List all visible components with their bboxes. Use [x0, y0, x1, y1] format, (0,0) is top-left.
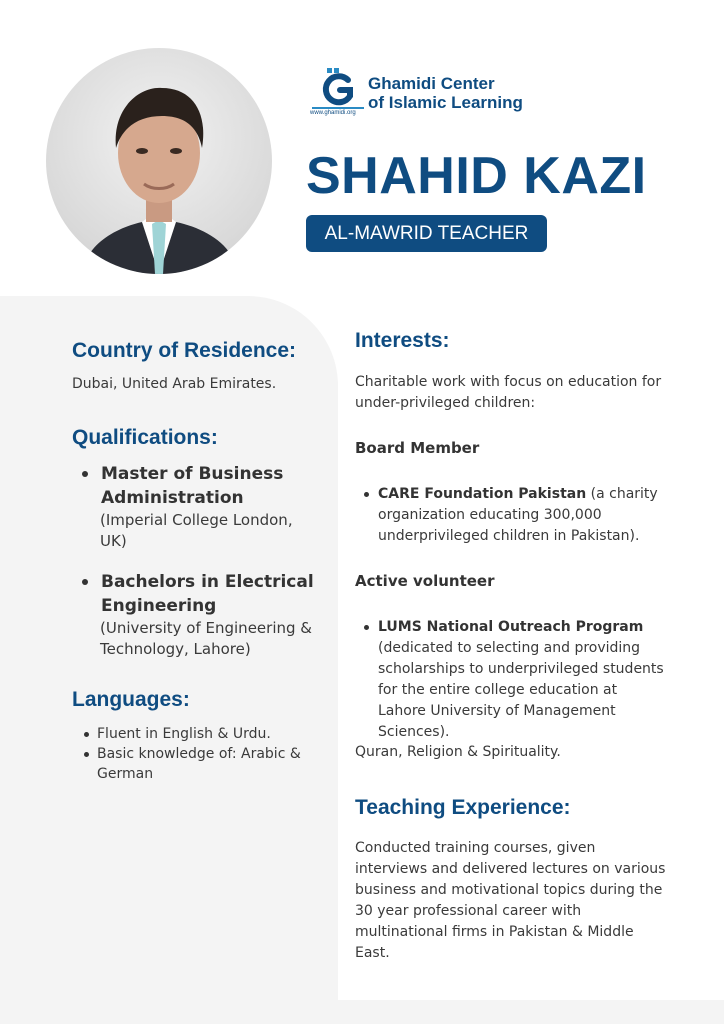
qualification-item	[82, 570, 322, 660]
org-name-line1: Ghamidi Center	[368, 74, 495, 93]
person-name: SHAHID KAZI	[306, 147, 647, 205]
residence-heading: Country of Residence:	[72, 339, 297, 362]
interests-intro: Charitable work with focus on education for under-privileged children:	[355, 374, 662, 411]
qualification-title: Bachelors in Electrical Engineering	[101, 572, 314, 616]
board-member-heading: Board Member	[355, 439, 480, 457]
bullet-icon	[82, 471, 88, 477]
board-org-desc: (a charity organization educating 300,000 underprivileged children in Pakistan).	[378, 486, 658, 544]
other-interests: Quran, Religion & Spirituality.	[355, 744, 561, 760]
volunteer-org-desc: (dedicated to selecting and providing scholarships to underprivileged students for the entire college education at Lahore University of Management Sciences).	[378, 640, 664, 740]
volunteer-item	[364, 617, 664, 743]
language-item: Fluent in English & Urdu.	[82, 724, 312, 744]
board-member-item	[364, 484, 664, 547]
qualification-detail: (Imperial College London, UK)	[100, 511, 293, 550]
qualification-detail: (University of Engineering & Technology, Lahore)	[100, 619, 312, 658]
profile-photo	[46, 48, 272, 274]
language-item: Basic knowledge of: Arabic & German	[82, 744, 312, 784]
residence-value: Dubai, United Arab Emirates.	[72, 376, 277, 392]
bullet-icon	[364, 492, 369, 497]
volunteer-org-name: LUMS National Outreach Program	[378, 619, 644, 635]
portrait-illustration	[46, 48, 272, 274]
qualifications-heading: Qualifications:	[72, 426, 218, 449]
left-panel	[0, 296, 338, 1024]
bullet-icon	[364, 625, 369, 630]
bullet-icon	[82, 579, 88, 585]
teaching-text: Conducted training courses, given interviews and delivered lectures on various business and motivational topics during the 30 year professional career with multinational firms in Pakistan & Middle East.	[355, 840, 666, 961]
org-logo	[310, 66, 540, 122]
ghamidi-logo-icon	[310, 66, 366, 110]
org-name	[368, 74, 538, 112]
org-name-line2: of Islamic Learning	[368, 93, 523, 112]
volunteer-heading: Active volunteer	[355, 572, 495, 590]
board-member-text	[378, 484, 664, 547]
volunteer-text	[378, 617, 664, 743]
languages-heading: Languages:	[72, 688, 190, 711]
org-url: www.ghamidi.org	[310, 110, 356, 116]
interests-heading: Interests:	[355, 329, 450, 352]
role-badge: AL-MAWRID TEACHER	[306, 215, 547, 252]
board-org-name: CARE Foundation Pakistan	[378, 486, 587, 502]
bottom-strip	[338, 1000, 724, 1024]
qualification-title: Master of Business Administration	[101, 464, 284, 508]
languages-list	[82, 724, 312, 784]
teaching-heading: Teaching Experience:	[355, 796, 571, 819]
qualification-item	[82, 462, 322, 552]
